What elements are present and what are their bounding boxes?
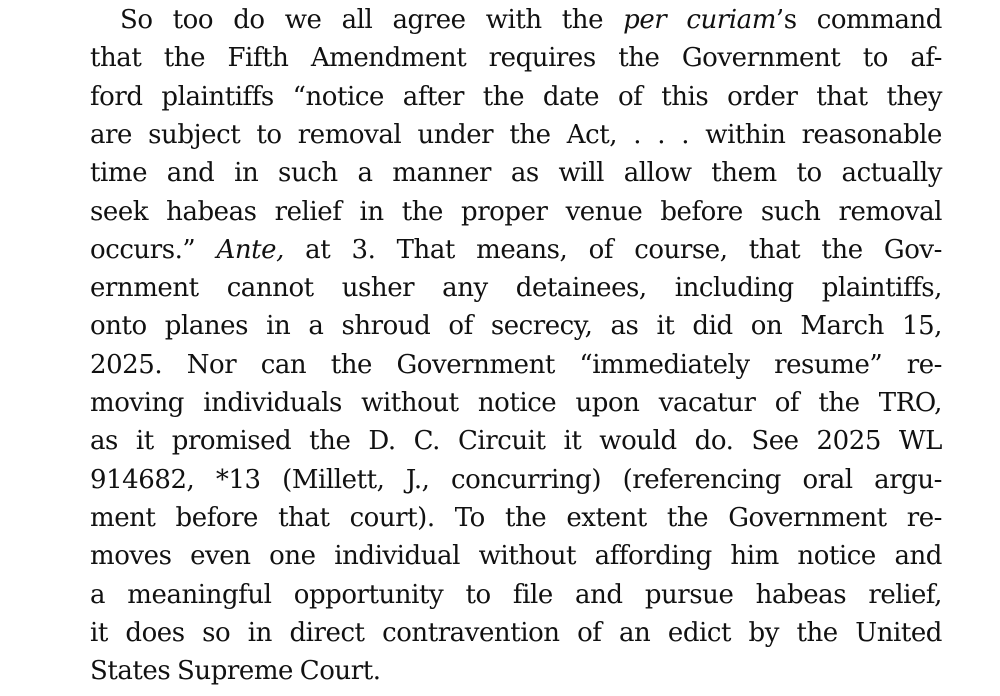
text-line [90, 193, 942, 231]
line-text: at 3. That means, of course, that the Gov- [283, 234, 942, 265]
text-line [90, 231, 942, 269]
line-text: a meaningful opportunity to file and pursue habeas relief, [90, 579, 942, 610]
line-text: that the Fifth Amendment requires the Government to af- [90, 43, 942, 74]
text-line [90, 384, 942, 422]
line-text: it does so in direct contravention of an edict by the United [90, 617, 942, 648]
line-text: onto planes in a shroud of secrecy, as it did on March 15, [90, 311, 942, 342]
line-text: moving individuals without notice upon vacatur of the TRO, [90, 388, 942, 418]
text-line [90, 307, 942, 345]
text-line [90, 39, 942, 77]
line-text: occurs.” [90, 234, 217, 265]
text-line [90, 346, 942, 384]
line-text: So too do we all agree with the [120, 5, 624, 35]
italic-citation: Ante, [216, 234, 284, 265]
line-text: ’s command [775, 5, 942, 35]
line-text: moves even one individual without affording him notice and [90, 541, 942, 572]
text-line [90, 652, 381, 690]
text-line [90, 461, 942, 499]
text-line [90, 269, 942, 307]
line-text: are subject to removal under the Act, . . . within reasonable [90, 119, 942, 150]
line-text: States Supreme Court. [90, 656, 381, 687]
text-line [90, 537, 942, 575]
line-text: ment before that court). To the extent the Government re- [90, 502, 942, 533]
text-line [120, 1, 942, 39]
line-text: time and in such a manner as will allow them to actually [90, 158, 942, 189]
line-text: ernment cannot usher any detainees, including plaintiffs, [90, 273, 942, 304]
line-text: as it promised the D. C. Circuit it would do. See 2025 WL [90, 426, 942, 457]
line-text: 914682, *13 (Millett, J., concurring) (referencing oral argu- [90, 464, 942, 495]
text-line [90, 422, 942, 460]
text-line [90, 614, 942, 652]
line-text: seek habeas relief in the proper venue before such removal [90, 196, 942, 227]
line-text: ford plaintiffs “notice after the date of this order that they [90, 81, 942, 112]
italic-citation: per curiam [623, 5, 776, 35]
text-line [90, 576, 942, 614]
line-text: 2025. Nor can the Government “immediately resume” re- [90, 349, 942, 380]
text-line [90, 154, 942, 192]
text-line [90, 499, 942, 537]
text-line [90, 78, 942, 116]
text-line [90, 116, 942, 154]
